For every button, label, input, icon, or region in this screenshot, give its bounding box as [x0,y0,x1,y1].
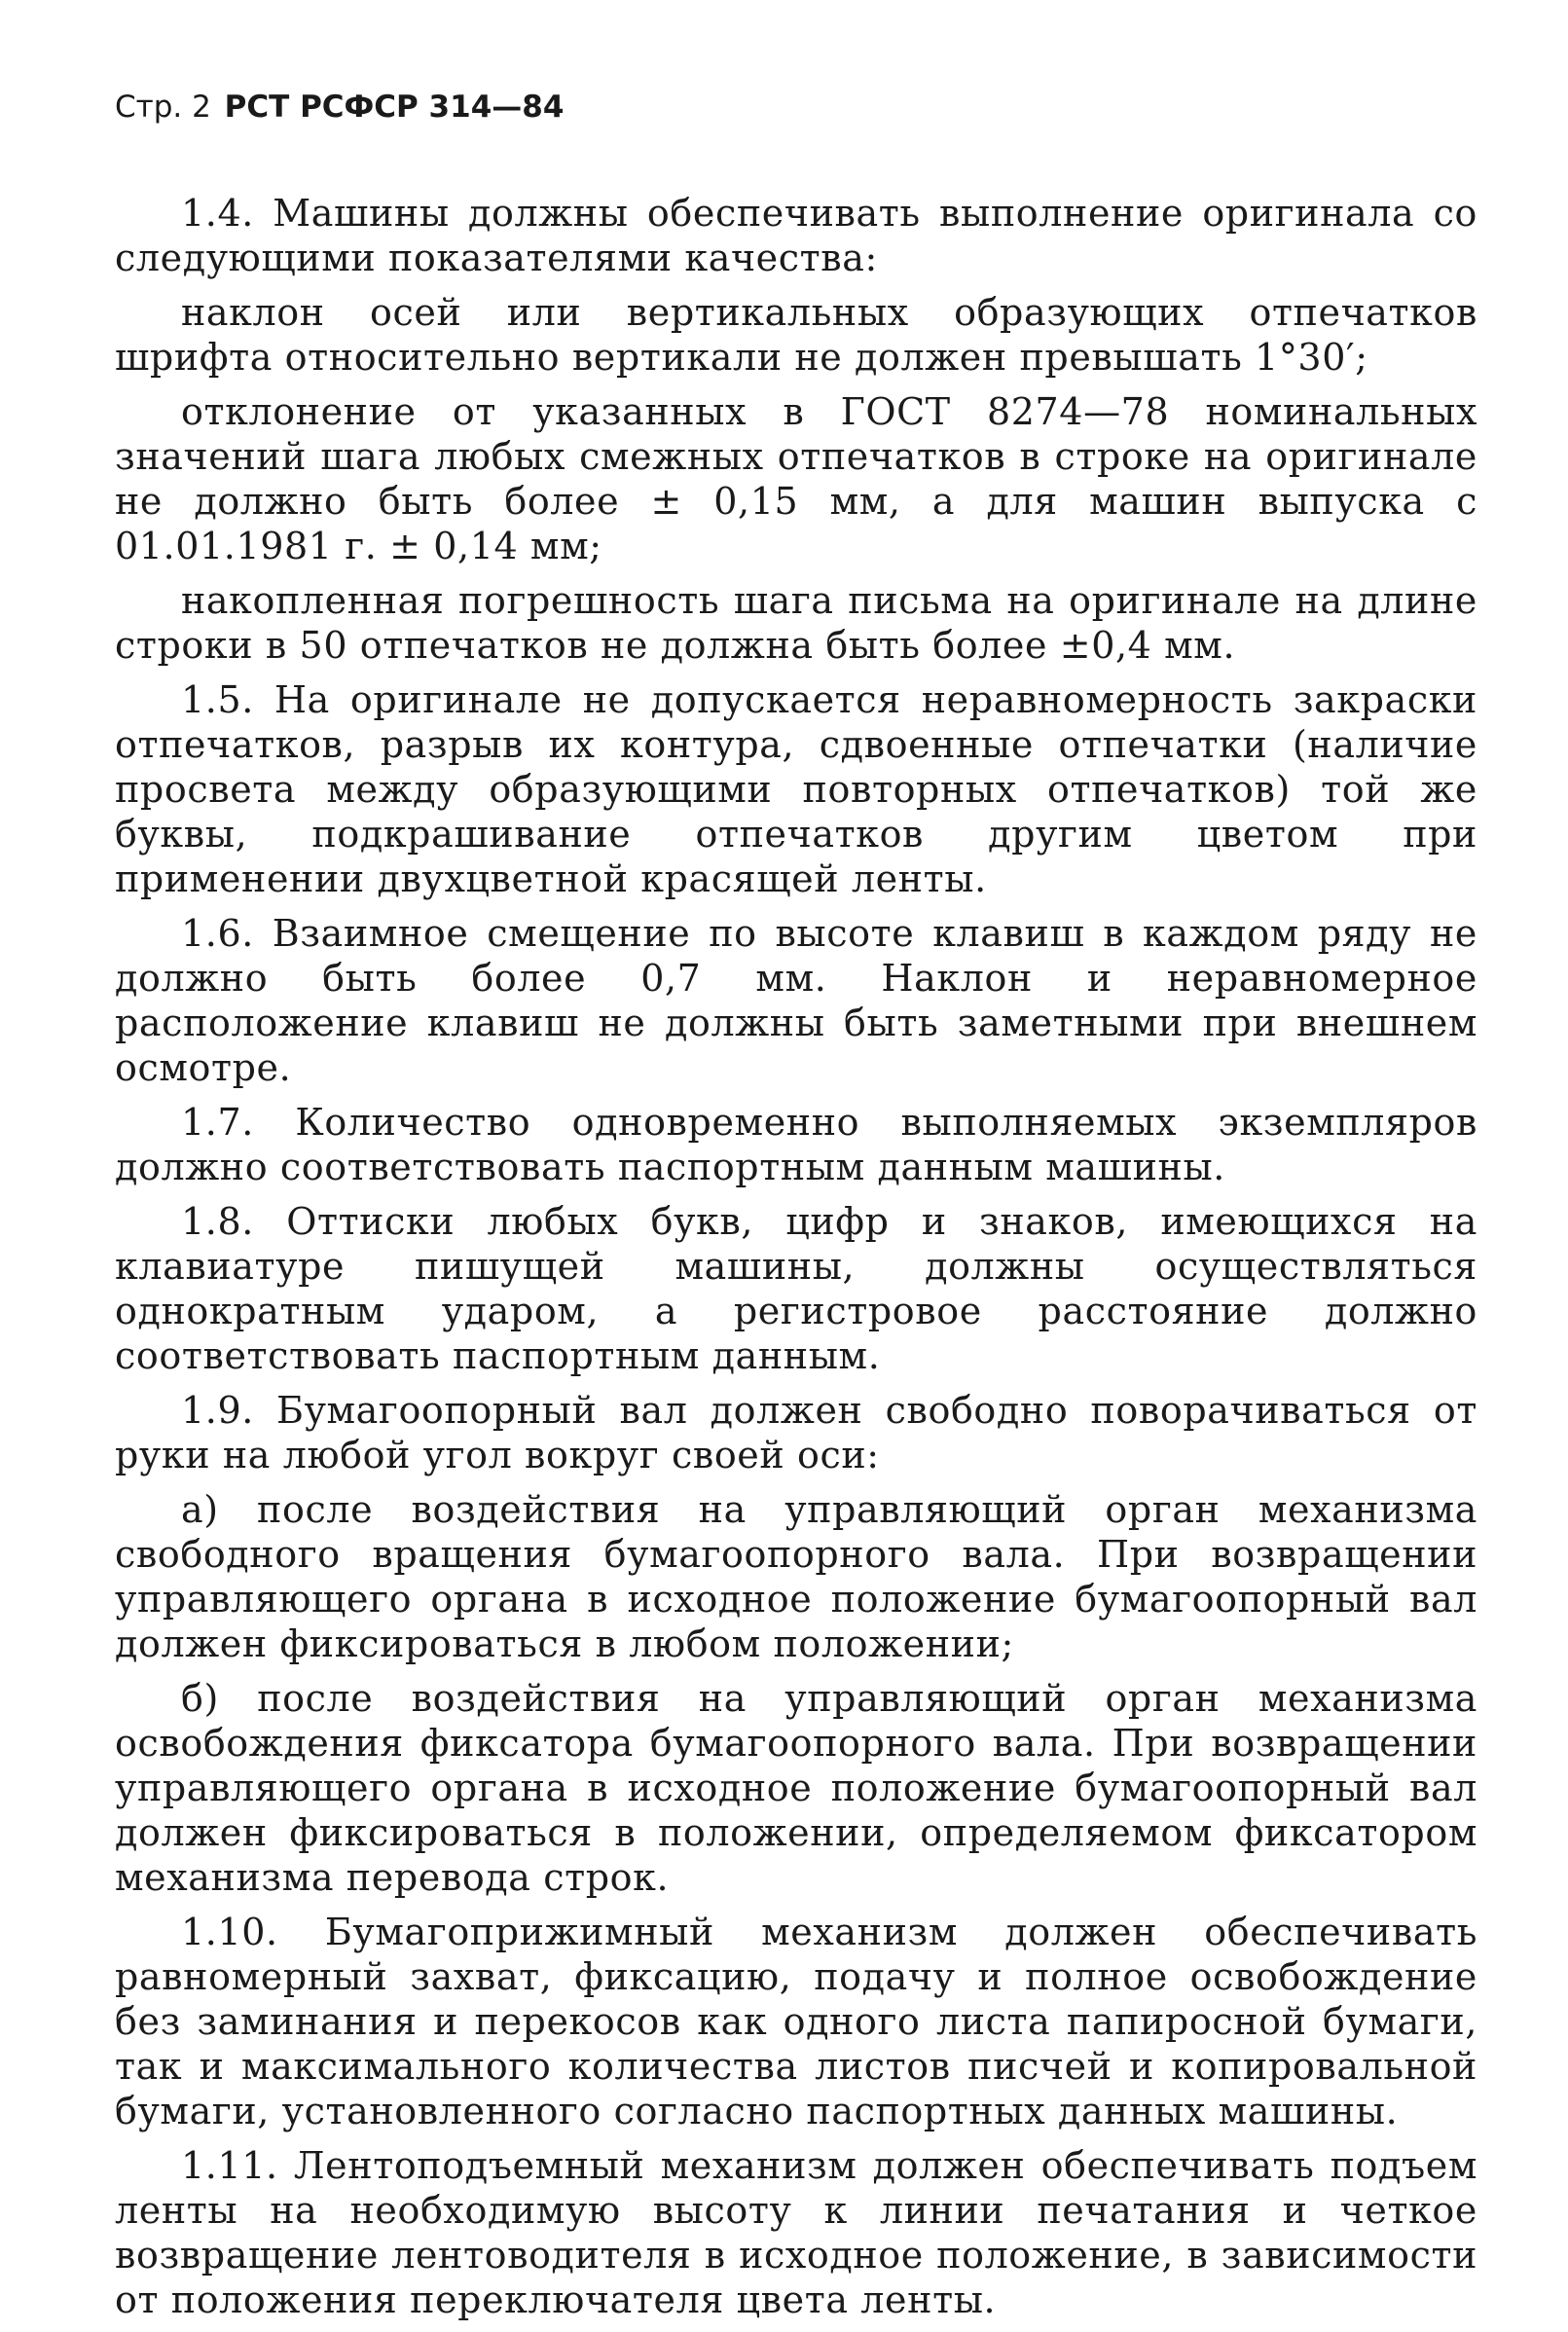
paragraph-1-6: 1.6. Взаимное смещение по высоте клавиш в каждом ряду не должно быть более 0,7 мм. Наклон и неравномерное расположение клавиш не должны быть заметными при внешнем осмотре. [115,912,1477,1089]
paragraph-1-4-accumulated: накопленная погрешность шага письма на оригинале на длине строки в 50 отпечатков не должна быть более ±0,4 мм. [115,579,1477,667]
paragraph-1-4-tilt: наклон осей или вертикальных образующих отпечатков шрифта относительно вертикали не должен превышать 1°30′; [115,291,1477,379]
paragraph-1-4-pitch: отклонение от указанных в ГОСТ 8274—78 номинальных значений шага любых смежных отпечатков в строке на оригинале не должно быть более ± 0,15 мм, а для машин выпуска с 01.01.1981 г. ± 0,14 мм; [115,390,1477,567]
paragraph-1-4: 1.4. Машины должны обеспечивать выполнение оригинала со следующими показателями качества: [115,192,1477,279]
paragraph-1-9-b: б) после воздействия на управляющий орган механизма освобождения фиксатора бумагоопорного вала. При возвращении управляющего органа в исходное положение бумагоопорный вал должен фиксироваться в положении, определяемом фиксатором механизма перевода строк. [115,1677,1477,1899]
paragraph-1-9: 1.9. Бумагоопорный вал должен свободно поворачиваться от руки на любой угол вокруг своей оси: [115,1389,1477,1476]
page-number: Стр. 2 [115,90,211,125]
document-code: РСТ РСФСР 314—84 [224,90,565,125]
paragraph-1-7: 1.7. Количество одновременно выполняемых экземпляров должно соответствовать паспортным данным машины. [115,1101,1477,1188]
paragraph-1-8: 1.8. Оттиски любых букв, цифр и знаков, имеющихся на клавиатуре пишущей машины, должны осуществляться однократным ударом, а регистровое расстояние должно соответствовать паспортным данным. [115,1200,1477,1377]
document-page [115,88,1477,2332]
paragraph-1-5: 1.5. На оригинале не допускается неравномерность закраски отпечатков, разрыв их контура, сдвоенные отпечатки (наличие просвета между образующими повторных отпечатков) той же буквы, подкрашивание отпечатков другим цветом при применении двухцветной красящей ленты. [115,678,1477,900]
page-header [115,88,1477,127]
paragraph-1-9-a: а) после воздействия на управляющий орган механизма свободного вращения бумагоопорного вала. При возвращении управляющего органа в исходное положение бумагоопорный вал должен фиксироваться в любом положении; [115,1488,1477,1665]
paragraph-1-11: 1.11. Лентоподъемный механизм должен обеспечивать подъем ленты на необходимую высоту к линии печатания и четкое возвращение лентоводителя в исходное положение, в зависимости от положения переключателя цвета ленты. [115,2144,1477,2321]
paragraph-1-10: 1.10. Бумагоприжимный механизм должен обеспечивать равномерный захват, фиксацию, подачу и полное освобождение без заминания и перекосов как одного листа папиросной бумаги, так и максимального количества листов писчей и копировальной бумаги, установленного согласно паспортных данных машины. [115,1911,1477,2132]
